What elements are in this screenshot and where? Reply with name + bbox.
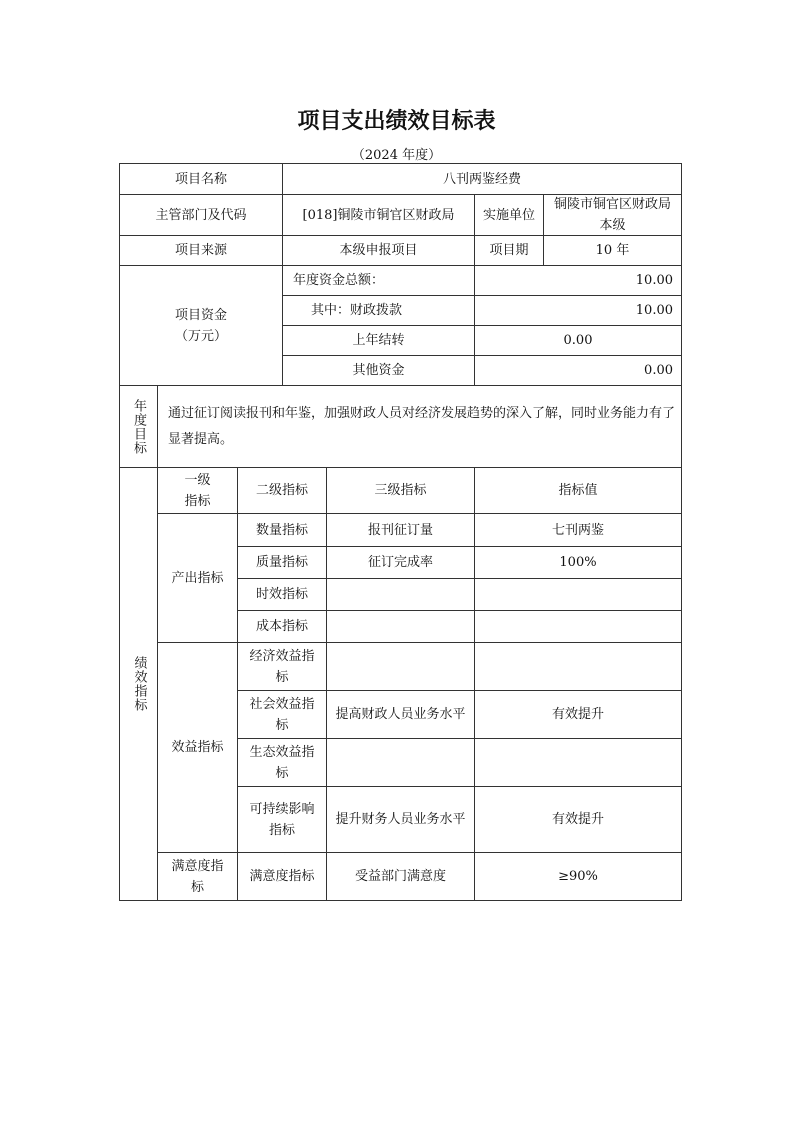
value-cell xyxy=(474,610,682,643)
l2-cell: 时效指标 xyxy=(237,578,327,611)
l2-cell: 数量指标 xyxy=(237,513,327,547)
l3-cell: 提升财务人员业务水平 xyxy=(326,786,475,853)
output-label: 产出指标 xyxy=(157,513,238,643)
value-cell: ≥90% xyxy=(474,852,682,901)
value-cell xyxy=(474,578,682,611)
impl-label: 实施单位 xyxy=(474,194,544,236)
dept-value: [018]铜陵市铜官区财政局 xyxy=(282,194,475,236)
period-label: 项目期 xyxy=(474,235,544,266)
value-cell xyxy=(474,642,682,691)
fund-row-label: 其他资金 xyxy=(282,355,475,386)
funds-unit: （万元） xyxy=(174,328,227,344)
value-cell: 有效提升 xyxy=(474,690,682,739)
page-title: 项目支出绩效目标表 xyxy=(297,109,496,134)
header-l1: 一级指标 xyxy=(157,467,238,514)
header-l3: 三级指标 xyxy=(326,467,475,514)
value-cell: 七刊两鉴 xyxy=(474,513,682,547)
fund-row-value: 10.00 xyxy=(474,265,682,296)
l3-cell xyxy=(326,578,475,611)
satisfaction-label: 满意度指标 xyxy=(157,852,238,901)
fund-row-label: 其中：财政拨款 xyxy=(282,295,475,326)
l3-cell xyxy=(326,642,475,691)
l3-cell: 征订完成率 xyxy=(326,546,475,579)
goal-label-text: 年度目标 xyxy=(131,398,146,455)
project-name-value: 八刊两鉴经费 xyxy=(282,163,682,195)
impl-value: 铜陵市铜官区财政局本级 xyxy=(543,194,682,236)
l2-cell: 经济效益指标 xyxy=(237,642,327,691)
l3-cell xyxy=(326,738,475,787)
value-cell: 有效提升 xyxy=(474,786,682,853)
l2-cell: 质量指标 xyxy=(237,546,327,579)
fund-row-value: 0.00 xyxy=(474,325,682,356)
period-value: 10 年 xyxy=(543,235,682,266)
perf-label-text: 绩效指标 xyxy=(131,656,147,712)
header-value: 指标值 xyxy=(474,467,682,514)
value-cell xyxy=(474,738,682,787)
fund-row-label: 年度资金总额： xyxy=(282,265,475,296)
l2-cell: 社会效益指标 xyxy=(237,690,327,739)
perf-label xyxy=(119,467,158,901)
l3-cell: 报刊征订量 xyxy=(326,513,475,547)
source-label: 项目来源 xyxy=(119,235,283,266)
value-cell: 100% xyxy=(474,546,682,579)
l3-cell xyxy=(326,610,475,643)
l3-cell: 提高财政人员业务水平 xyxy=(326,690,475,739)
dept-label: 主管部门及代码 xyxy=(119,194,283,236)
l2-cell: 可持续影响指标 xyxy=(237,786,327,853)
l2-cell: 成本指标 xyxy=(237,610,327,643)
l2-cell: 生态效益指标 xyxy=(237,738,327,787)
source-value: 本级申报项目 xyxy=(282,235,475,266)
funds-label-text: 项目资金 xyxy=(174,307,227,323)
header-l2: 二级指标 xyxy=(237,467,327,514)
fund-row-value: 10.00 xyxy=(474,295,682,326)
fund-row-label: 上年结转 xyxy=(282,325,475,356)
benefit-label: 效益指标 xyxy=(157,642,238,853)
goal-label xyxy=(119,385,158,468)
fund-row-value: 0.00 xyxy=(474,355,682,386)
goal-text: 通过征订阅读报刊和年鉴，加强财政人员对经济发展趋势的深入了解，同时业务能力有了显著提高。 xyxy=(157,385,682,468)
l2-cell: 满意度指标 xyxy=(237,852,327,901)
page-subtitle: （2024 年度） xyxy=(351,148,442,163)
project-name-label: 项目名称 xyxy=(119,163,283,195)
l3-cell: 受益部门满意度 xyxy=(326,852,475,901)
funds-label xyxy=(119,265,283,386)
